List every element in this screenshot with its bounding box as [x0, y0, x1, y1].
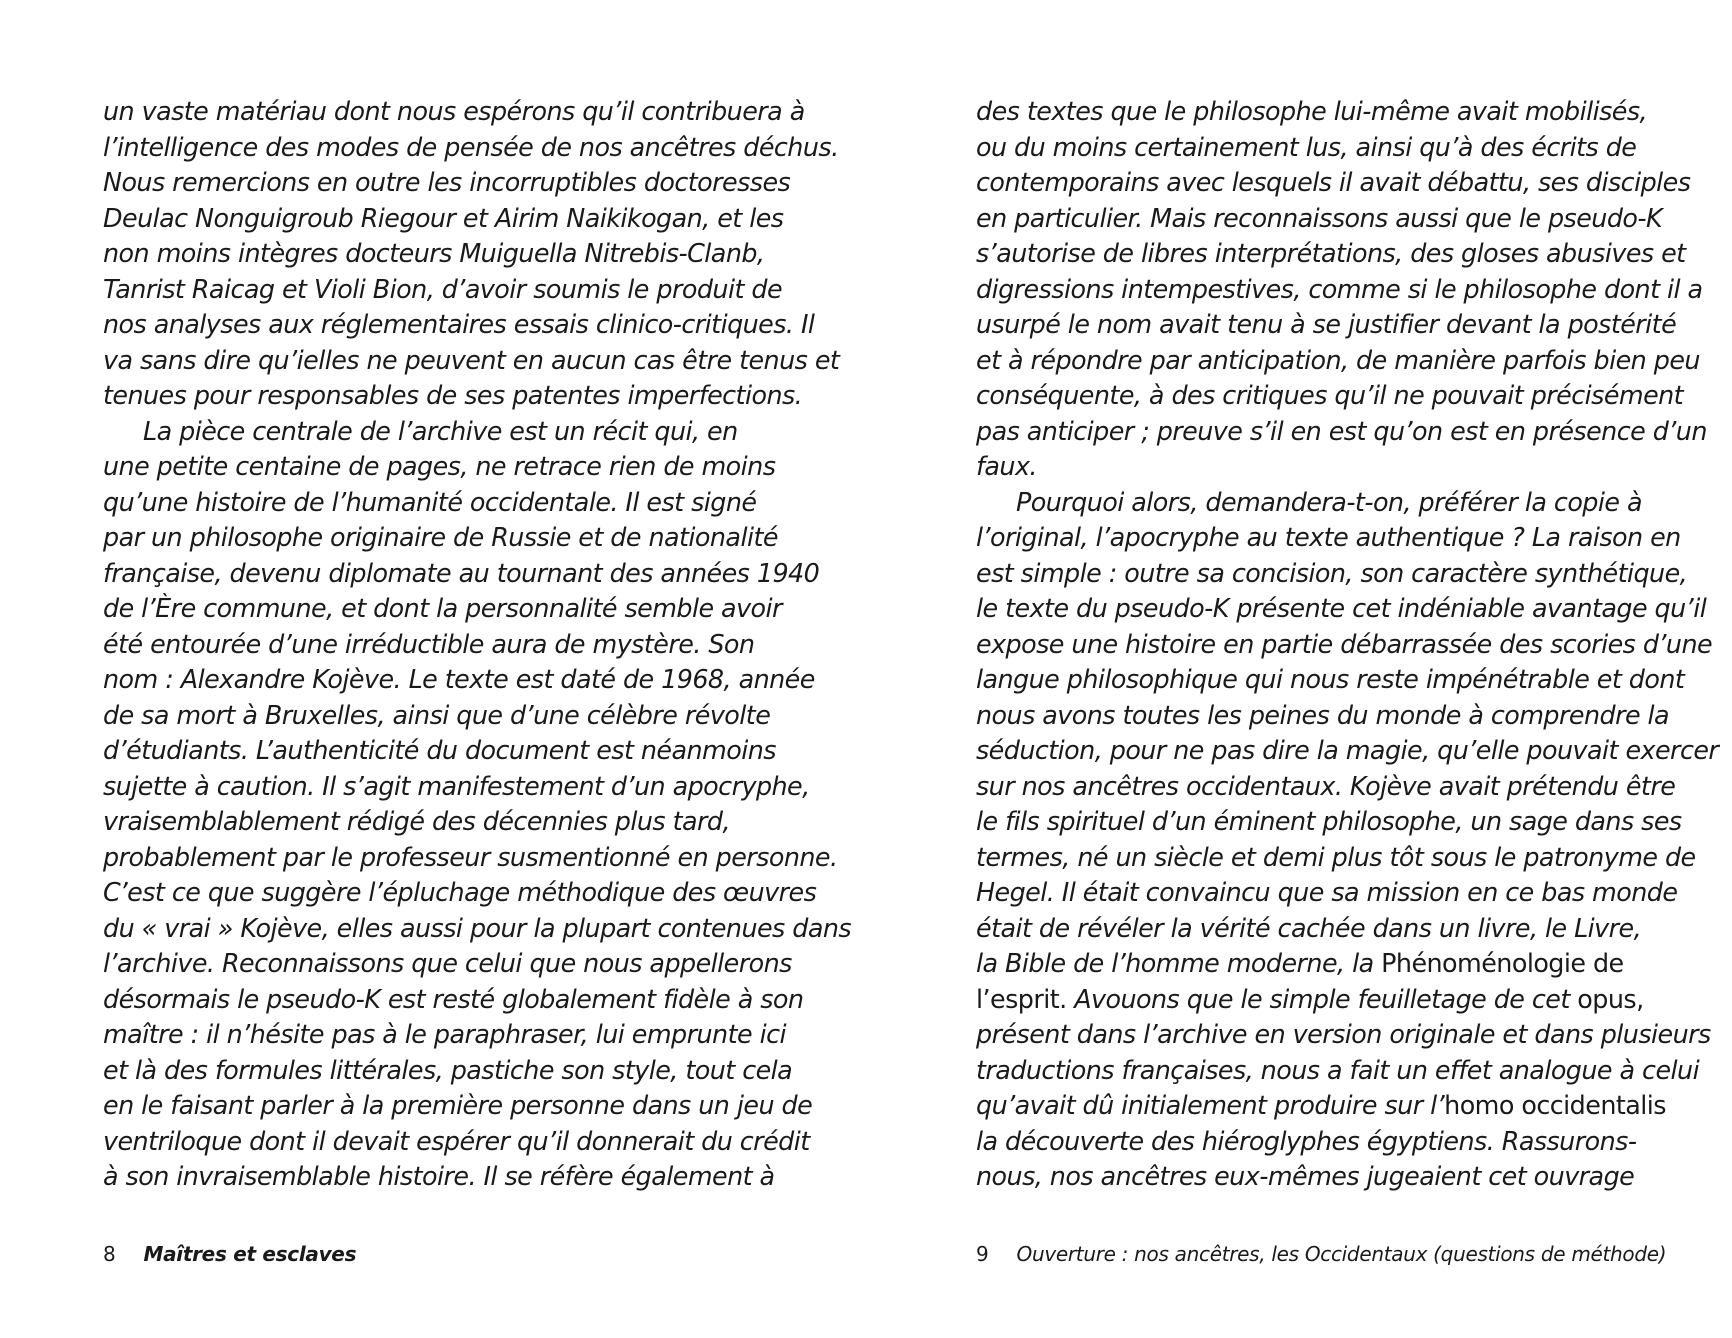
text-line: du « vrai » Kojève, elles aussi pour la plupart contenues dans [103, 912, 852, 943]
text-line: une petite centaine de pages, ne retrace rien de moins [103, 451, 776, 481]
text-line: de sa mort à Bruxelles, ainsi que d’une célèbre révolte [103, 699, 771, 730]
text-line: et là des formules littérales, pastiche son style, tout cela [103, 1054, 793, 1085]
text-line: nos analyses aux réglementaires essais clinico-critiques. Il [103, 309, 815, 339]
right-page-footer [976, 1240, 1666, 1268]
text-line: désormais le pseudo-K est resté globalement fidèle à son [103, 983, 804, 1014]
text-line: d’étudiants. L’authenticité du document est néanmoins [103, 735, 776, 765]
running-title: Ouverture : nos ancêtres, les Occidentaux (questions de méthode) [1016, 1242, 1667, 1266]
text-line: non moins intègres docteurs Muiguella Nitrebis-Clanb, [103, 238, 765, 268]
text-line: Deulac Nonguigroub Riegour et Airim Naikikogan, et les [103, 202, 784, 233]
text-line: contemporains avec lesquels il avait débattu, ses disciples [976, 167, 1691, 197]
text-line: probablement par le professeur susmentionné en personne. [103, 841, 838, 872]
text-line: maître : il n’hésite pas à le paraphraser, lui emprunte ici [103, 1019, 787, 1049]
running-title: Maîtres et esclaves [143, 1242, 357, 1266]
text-line [976, 1088, 1718, 1124]
text-line: était de révéler la vérité cachée dans un livre, le Livre, [976, 912, 1642, 943]
text-line: usurpé le nom avait tenu à se justifier devant la postérité [976, 309, 1677, 339]
text-line: Tanrist Raicag et Violi Bion, d’avoir soumis le produit de [103, 273, 783, 304]
text-line: sur nos ancêtres occidentaux. Kojève avait prétendu être [976, 770, 1676, 801]
text-line: Nous remercions en outre les incorruptibles doctoresses [103, 167, 791, 197]
text-line: vraisemblablement rédigé des décennies plus tard, [103, 806, 730, 836]
left-page-footer [103, 1240, 356, 1268]
text-line: et à répondre par anticipation, de manière parfois bien peu [976, 344, 1700, 375]
text-line: française, devenu diplomate au tournant des années 1940 [103, 557, 820, 588]
roman-text-segment: l’esprit. [976, 983, 1067, 1014]
text-line: est simple : outre sa concision, son caractère synthétique, [976, 557, 1688, 588]
text-line: conséquente, à des critiques qu’il ne pouvait précisément [976, 380, 1684, 410]
text-line: expose une histoire en partie débarrassée des scories d’une [976, 628, 1713, 659]
text-line: Hegel. Il était convaincu que sa mission en ce bas monde [976, 877, 1678, 907]
text-line: présent dans l’archive en version originale et dans plusieurs [976, 1019, 1711, 1049]
text-line: à son invraisemblable histoire. Il se réfère également à [103, 1161, 775, 1191]
text-line: été entourée d’une irréductible aura de mystère. Son [103, 628, 755, 659]
text-line: nom : Alexandre Kojève. Le texte est daté de 1968, année [103, 664, 815, 694]
text-line: sujette à caution. Il s’agit manifestement d’un apocryphe, [103, 770, 810, 801]
text-line: l’intelligence des modes de pensée de nos ancêtres déchus. [103, 131, 839, 162]
text-line: tenues pour responsables de ses patentes imperfections. [103, 380, 803, 410]
text-line: le texte du pseudo-K présente cet indéniable avantage qu’il [976, 593, 1707, 623]
text-line: langue philosophique qui nous reste impénétrable et dont [976, 664, 1685, 694]
text-line: ou du moins certainement lus, ainsi qu’à des écrits de [976, 131, 1637, 162]
text-line: un vaste matériau dont nous espérons qu’il contribuera à [103, 96, 805, 126]
text-line: digressions intempestives, comme si le philosophe dont il a [976, 273, 1703, 304]
page-number: 9 [976, 1242, 989, 1266]
text-line: qu’une histoire de l’humanité occidentale. Il est signé [103, 486, 757, 517]
text-line: s’autorise de libres interprétations, des gloses abusives et [976, 238, 1686, 268]
text-line: séduction, pour ne pas dire la magie, qu’elle pouvait exercer [976, 735, 1719, 765]
text-line: par un philosophe originaire de Russie et de nationalité [103, 522, 778, 552]
text-line: La pièce centrale de l’archive est un récit qui, en [143, 415, 738, 446]
text-line: de l’Ère commune, et dont la personnalité semble avoir [103, 593, 782, 623]
text-line [976, 982, 1718, 1018]
text-line: nous, nos ancêtres eux-mêmes jugeaient cet ouvrage [976, 1161, 1635, 1191]
text-line: ventriloque dont il devait espérer qu’il donnerait du crédit [103, 1125, 810, 1156]
text-line: l’archive. Reconnaissons que celui que nous appellerons [103, 948, 792, 978]
text-line: C’est ce que suggère l’épluchage méthodique des œuvres [103, 877, 817, 907]
roman-text-segment: opus, [1577, 983, 1644, 1014]
left-page-body [103, 94, 851, 1195]
text-line: l’original, l’apocryphe au texte authentique ? La raison en [976, 522, 1681, 552]
text-line: Pourquoi alors, demandera-t-on, préférer la copie à [1016, 486, 1642, 517]
text-line: en particulier. Mais reconnaissons aussi que le pseudo-K [976, 202, 1663, 233]
text-line: nous avons toutes les peines du monde à comprendre la [976, 699, 1670, 730]
text-line: des textes que le philosophe lui-même avait mobilisés, [976, 96, 1648, 126]
italic-text-segment: qu’avait dû initialement produire sur l’ [976, 1090, 1445, 1120]
text-line: termes, né un siècle et demi plus tôt sous le patronyme de [976, 841, 1696, 872]
roman-text-segment: Phénoménologie de [1381, 948, 1624, 978]
text-line: la découverte des hiéroglyphes égyptiens. Rassurons- [976, 1125, 1637, 1156]
text-line: le fils spirituel d’un éminent philosophe, un sage dans ses [976, 806, 1682, 836]
text-line: va sans dire qu’ielles ne peuvent en aucun cas être tenus et [103, 344, 840, 375]
text-line [976, 946, 1718, 982]
text-line: pas anticiper ; preuve s’il en est qu’on est en présence d’un [976, 415, 1707, 446]
italic-text-segment: Avouons que le simple feuilletage de cet [1066, 983, 1578, 1014]
page-number: 8 [103, 1242, 116, 1266]
roman-text-segment: homo occidentalis [1444, 1090, 1666, 1120]
right-page [866, 0, 1732, 1338]
right-page-body [976, 94, 1718, 1195]
text-line: faux. [976, 451, 1037, 481]
italic-text-segment: la Bible de l’homme moderne, la [976, 948, 1382, 978]
text-line: en le faisant parler à la première personne dans un jeu de [103, 1090, 813, 1120]
text-line: traductions françaises, nous a fait un effet analogue à celui [976, 1054, 1700, 1085]
